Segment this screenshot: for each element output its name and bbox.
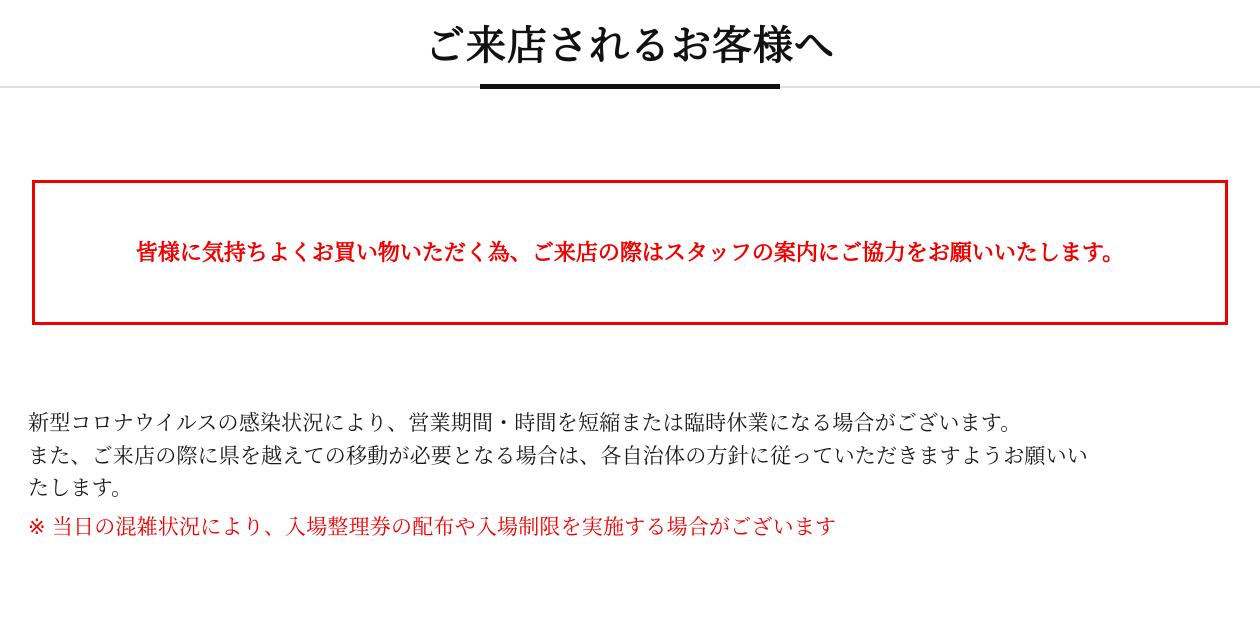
notice-text: 皆様に気持ちよくお買い物いただく為、ご来店の際はスタッフの案内にご協力をお願いいたします。: [135, 240, 1125, 265]
title-underline-accent: [480, 84, 780, 89]
body-line-3: たします。: [28, 477, 133, 501]
body-line-2: また、ご来店の際に県を越えての移動が必要となる場合は、各自治体の方針に従っていただきますようお願いい: [28, 444, 1088, 468]
body-content: [28, 408, 1232, 544]
notice-box: [32, 180, 1228, 325]
page-title: ご来店されるお客様へ: [425, 24, 835, 68]
body-note: ※ 当日の混雑状況により、入場整理券の配布や入場制限を実施する場合がございます: [28, 515, 837, 539]
body-line-1: 新型コロナウイルスの感染状況により、営業期間・時間を短縮または臨時休業になる場合がございます。: [28, 412, 1022, 435]
page-header: [0, 0, 1260, 70]
